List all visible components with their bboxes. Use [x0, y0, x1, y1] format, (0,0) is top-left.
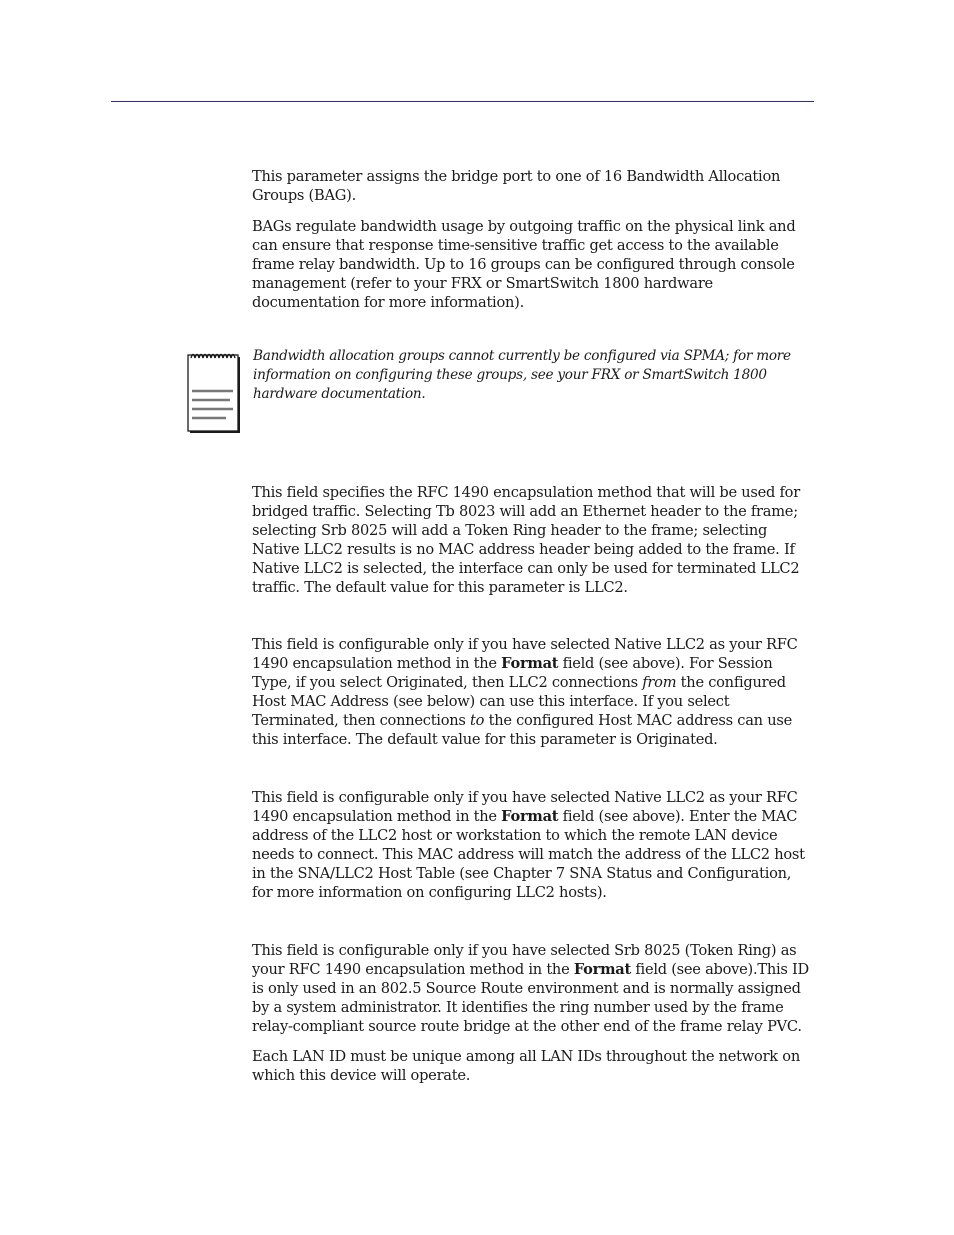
host-mac-paragraph: This field is configurable only if you have selected Native LLC2 as your RFC 1490 encapsulation method in the Format field (see above). Enter the MAC address of the LLC2 host or workstation to which the remote LAN device needs to connect. This MAC address will match the address of the LLC2 host in the SNA/LLC2 Host Table (see Chapter 7 SNA Status and Configuration, for more information on configuring LLC2 hosts). [252, 789, 805, 901]
bag-paragraph-2: BAGs regulate bandwidth usage by outgoing traffic on the physical link and can ensure that response time-sensitive traffic get access to the available frame relay bandwidth. Up to 16 groups can be configured through console management (refer to your FRX or SmartSwitch 1800 hardware documentation for more information). [252, 218, 796, 311]
lan-id-paragraph-1: This field is configurable only if you have selected Srb 8025 (Token Ring) as your RFC 1490 encapsulation method in the Format field (see above).This ID is only used in an 802.5 Source Route environment and is normally assigned by a system administrator. It identifies the ring number used by the frame relay-compliant source route bridge at the other end of the frame relay PVC. [252, 942, 810, 1035]
format-ref-bold: Format [573, 960, 631, 978]
header-rule [111, 101, 814, 102]
lan-id-paragraph-2: Each LAN ID must be unique among all LAN IDs throughout the network on which this device will operate. [252, 1048, 800, 1084]
emphasis-from: from [642, 673, 677, 691]
bag-paragraph-1: This parameter assigns the bridge port to one of 16 Bandwidth Allocation Groups (BAG). [252, 168, 781, 204]
session-type-paragraph: This field is configurable only if you have selected Native LLC2 as your RFC 1490 encapsulation method in the Format field (see above). For Session Type, if you select Originated, then LLC2 connections from the configured Host MAC Address (see below) can use this interface. If you select Terminated, then connections to the configured Host MAC address can use this interface. The default value for this parameter is Originated. [252, 636, 798, 748]
emphasis-to: to [470, 711, 485, 729]
notepad-icon [186, 349, 242, 435]
format-paragraph: This field specifies the RFC 1490 encapsulation method that will be used for bridged traffic. Selecting Tb 8023 will add an Ethernet header to the frame; selecting Srb 8025 will add a Token Ring header to the frame; selecting Native LLC2 results is no MAC address header being added to the frame. If Native LLC2 is selected, the interface can only be used for terminated LLC2 traffic. The default value for this parameter is LLC2. [252, 484, 800, 596]
format-ref-bold: Format [501, 807, 559, 825]
note-text: Bandwidth allocation groups cannot currently be configured via SPMA; for more information on configuring these groups, see your FRX or SmartSwitch 1800 hardware documentation. [253, 348, 791, 402]
format-ref-bold: Format [501, 654, 559, 672]
